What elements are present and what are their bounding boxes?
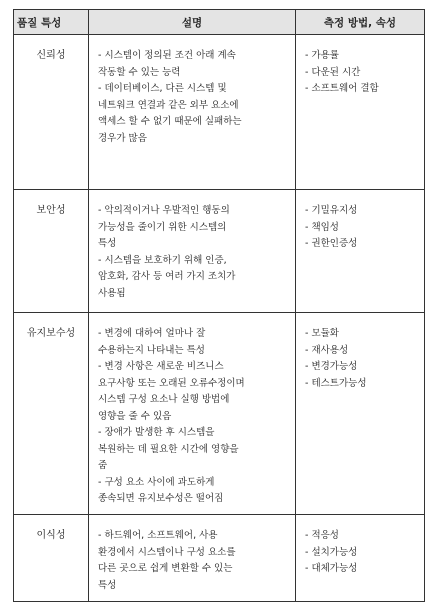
- description-line: - 변경에 대하여 얼마나 잘: [98, 328, 206, 339]
- measure-cell: [296, 190, 425, 313]
- measure-item: - 변경가능성: [305, 361, 358, 372]
- measure-cell: [296, 35, 425, 190]
- description-cell: [89, 190, 296, 313]
- header-attribute: 품질 특성: [14, 10, 89, 35]
- measure-item: - 가용률: [305, 50, 339, 61]
- table-row: [14, 313, 425, 515]
- description-line: 특성: [98, 579, 117, 591]
- quality-attributes-table: [13, 9, 425, 602]
- description-line: 암호화, 감사 등 여러 가지 조치가: [98, 271, 236, 282]
- description-line: 수용하는지 나타내는 특성: [98, 344, 205, 356]
- measure-cell: [296, 313, 425, 515]
- description-line: 네트워크 연결과 같은 외부 요소에: [98, 99, 239, 111]
- measure-item: - 테스트가능성: [305, 377, 367, 389]
- description-line: 줌: [98, 460, 108, 471]
- attribute-cell: [14, 313, 89, 515]
- measure-item: - 권한인증성: [305, 238, 358, 249]
- table-row: [14, 515, 425, 602]
- measure-item: - 적응성: [305, 530, 339, 541]
- header-measure: 측정 방법, 속성: [296, 10, 425, 35]
- measure-item: - 기밀유지성: [305, 205, 358, 216]
- attribute-cell: [14, 515, 89, 602]
- measure-item: - 모듈화: [305, 328, 339, 339]
- description-line: - 장애가 발생한 후 시스템을: [98, 427, 215, 438]
- attribute-name: 이식성: [36, 530, 66, 541]
- measure-item: - 재사용성: [305, 344, 349, 356]
- table-row: [14, 35, 425, 190]
- attribute-name: 보안성: [36, 205, 66, 216]
- attribute-name: 신뢰성: [36, 50, 66, 61]
- description-line: - 하드웨어, 소프트웨어, 사용: [98, 530, 218, 541]
- header-row: [14, 10, 425, 35]
- measure-item: - 소프트웨어 결함: [305, 83, 379, 94]
- description-line: - 구성 요소 사이에 과도하게: [98, 476, 215, 488]
- description-line: 다른 곳으로 쉽게 변환할 수 있는: [98, 563, 233, 574]
- description-line: 사용됨: [98, 287, 126, 299]
- description-line: 종속되면 유지보수성은 떨어짐: [98, 493, 224, 504]
- description-line: 시스템 구성 요소나 실행 방법에: [98, 394, 230, 405]
- description-cell: [89, 35, 296, 190]
- attribute-cell: [14, 190, 89, 313]
- description-line: - 시스템이 정의된 조건 아래 계속: [98, 50, 236, 61]
- measure-item: - 설치가능성: [305, 546, 358, 558]
- description-cell: [89, 313, 296, 515]
- description-line: 액세스 할 수 없기 때문에 실패하는: [98, 116, 242, 127]
- description-line: 환경에서 시스템이나 구성 요소를: [98, 546, 236, 558]
- description-line: 복원하는 데 필요한 시간에 영향을: [98, 443, 239, 455]
- description-line: 요구사항 또는 오래된 오류수정이며: [98, 377, 245, 389]
- description-line: 경우가 많음: [98, 132, 147, 144]
- description-line: 작동할 수 있는 능력: [98, 66, 181, 78]
- description-line: 영향을 줄 수 있음: [98, 410, 172, 422]
- description-line: - 데이터베이스, 다른 시스템 및: [98, 83, 227, 94]
- description-line: 특성: [98, 238, 117, 249]
- description-line: - 시스템을 보호하기 위해 인증,: [98, 254, 227, 266]
- description-line: 가능성을 줄이기 위한 시스템의: [98, 221, 227, 233]
- description-line: - 변경 사항은 새로운 비즈니스: [98, 361, 224, 372]
- attribute-name: 유지보수성: [26, 328, 76, 339]
- measure-item: - 대체가능성: [305, 563, 358, 574]
- measure-item: - 다운된 시간: [305, 66, 361, 78]
- measure-cell: [296, 515, 425, 602]
- description-line: - 악의적이거나 우발적인 행동의: [98, 205, 230, 216]
- description-cell: [89, 515, 296, 602]
- header-description: 설명: [89, 10, 296, 35]
- measure-item: - 책임성: [305, 221, 339, 233]
- table-row: [14, 190, 425, 313]
- attribute-cell: [14, 35, 89, 190]
